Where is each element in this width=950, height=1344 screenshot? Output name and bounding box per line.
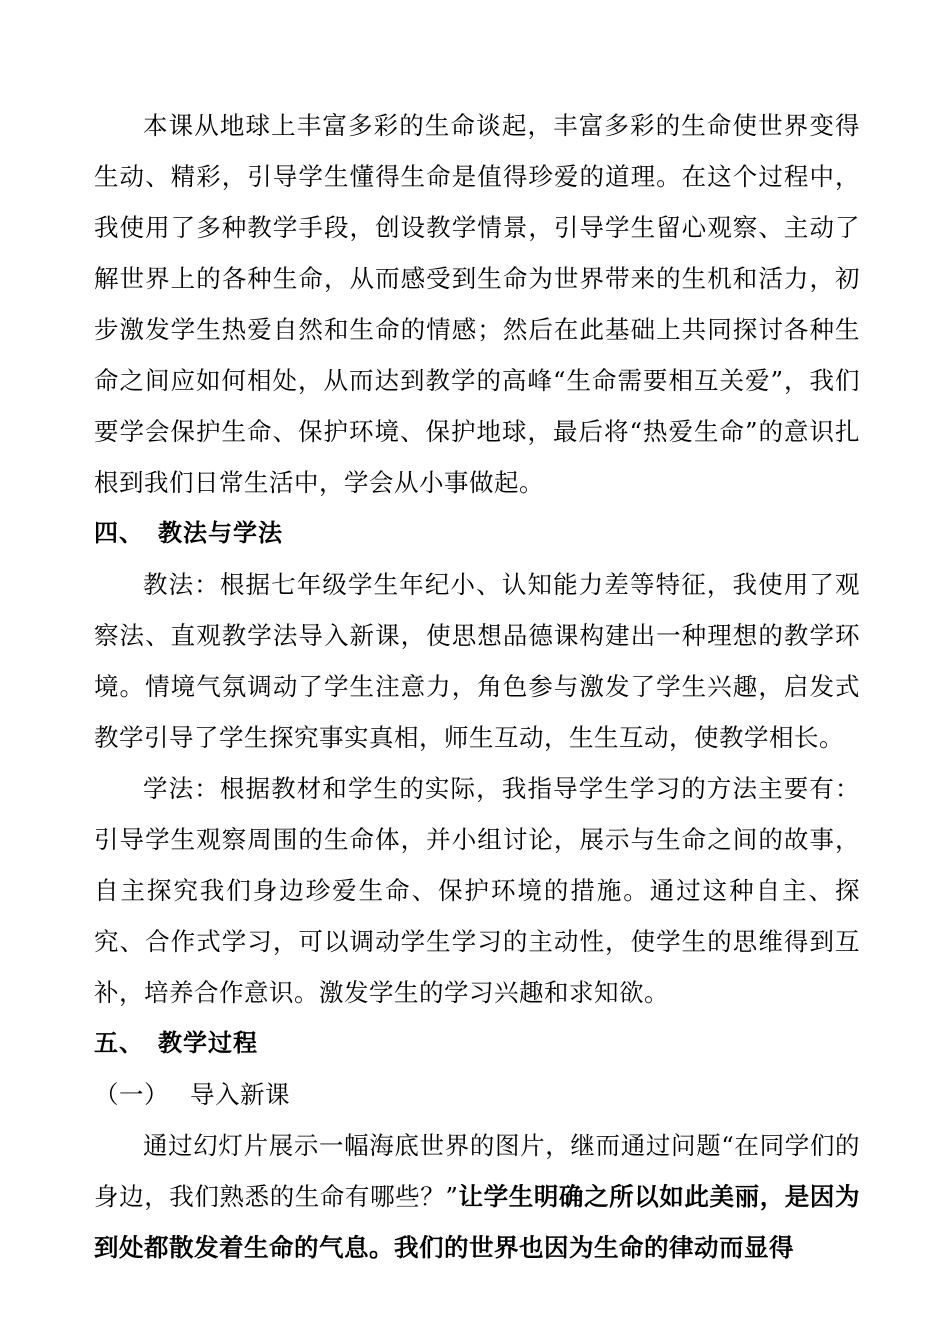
paragraph-introduction	[94, 1120, 860, 1273]
paragraph-text-normal: 通过幻灯片展示一幅海底世界的图片，继而通过问题“在同学们的身边，我们熟悉的生命有哪些？”	[94, 1131, 860, 1211]
section-heading-teaching-process	[94, 1018, 860, 1069]
section-title: 教法与学法	[158, 519, 283, 547]
paragraph-course-overview: 本课从地球上丰富多彩的生命谈起，丰富多彩的生命使世界变得生动、精彩，引导学生懂得生命是值得珍爱的道理。在这个过程中，我使用了多种教学手段，创设教学情景，引导学生留心观察、主动了解世界上的各种生命，从而感受到生命为世界带来的生机和活力，初步激发学生热爱自然和生命的情感；然后在此基础上共同探讨各种生命之间应如何相处，从而达到教学的高峰“生命需要相互关爱”，我们要学会保护生命、保护环境、保护地球，最后将“热爱生命”的意识扎根到我们日常生活中，学会从小事做起。	[94, 111, 860, 497]
section-heading-teaching-methods	[94, 508, 860, 559]
subsection-title: 导入新课	[190, 1080, 290, 1109]
subsection-heading-introduction	[94, 1069, 860, 1120]
section-number: 四、	[94, 519, 144, 547]
paragraph-learning-method: 学法：根据教材和学生的实际，我指导学生学习的方法主要有：引导学生观察周围的生命体，并小组讨论，展示与生命之间的故事，自主探究我们身边珍爱生命、保护环境的措施。通过这种自主、探究、合作式学习，可以调动学生学习的主动性，使学生的思维得到互补，培养合作意识。激发学生的学习兴趣和求知欲。	[94, 774, 860, 1007]
paragraph-teaching-method: 教法：根据七年级学生年纪小、认知能力差等特征，我使用了观察法、直观教学法导入新课，使思想品德课构建出一种理想的教学环境。情境气氛调动了学生注意力，角色参与激发了学生兴趣，启发式教学引导了学生探究事实真相，师生互动，生生互动，使教学相长。	[94, 570, 860, 752]
paragraph-text-bold: 让学生明确之所以如此美丽，是因为到处都散发着生命的气息。我们的世界也因为生命的律动而显得	[94, 1182, 861, 1262]
section-number: 五、	[94, 1029, 144, 1057]
section-title: 教学过程	[158, 1029, 258, 1057]
subsection-number: （一）	[94, 1080, 169, 1109]
document-page	[94, 100, 860, 1273]
